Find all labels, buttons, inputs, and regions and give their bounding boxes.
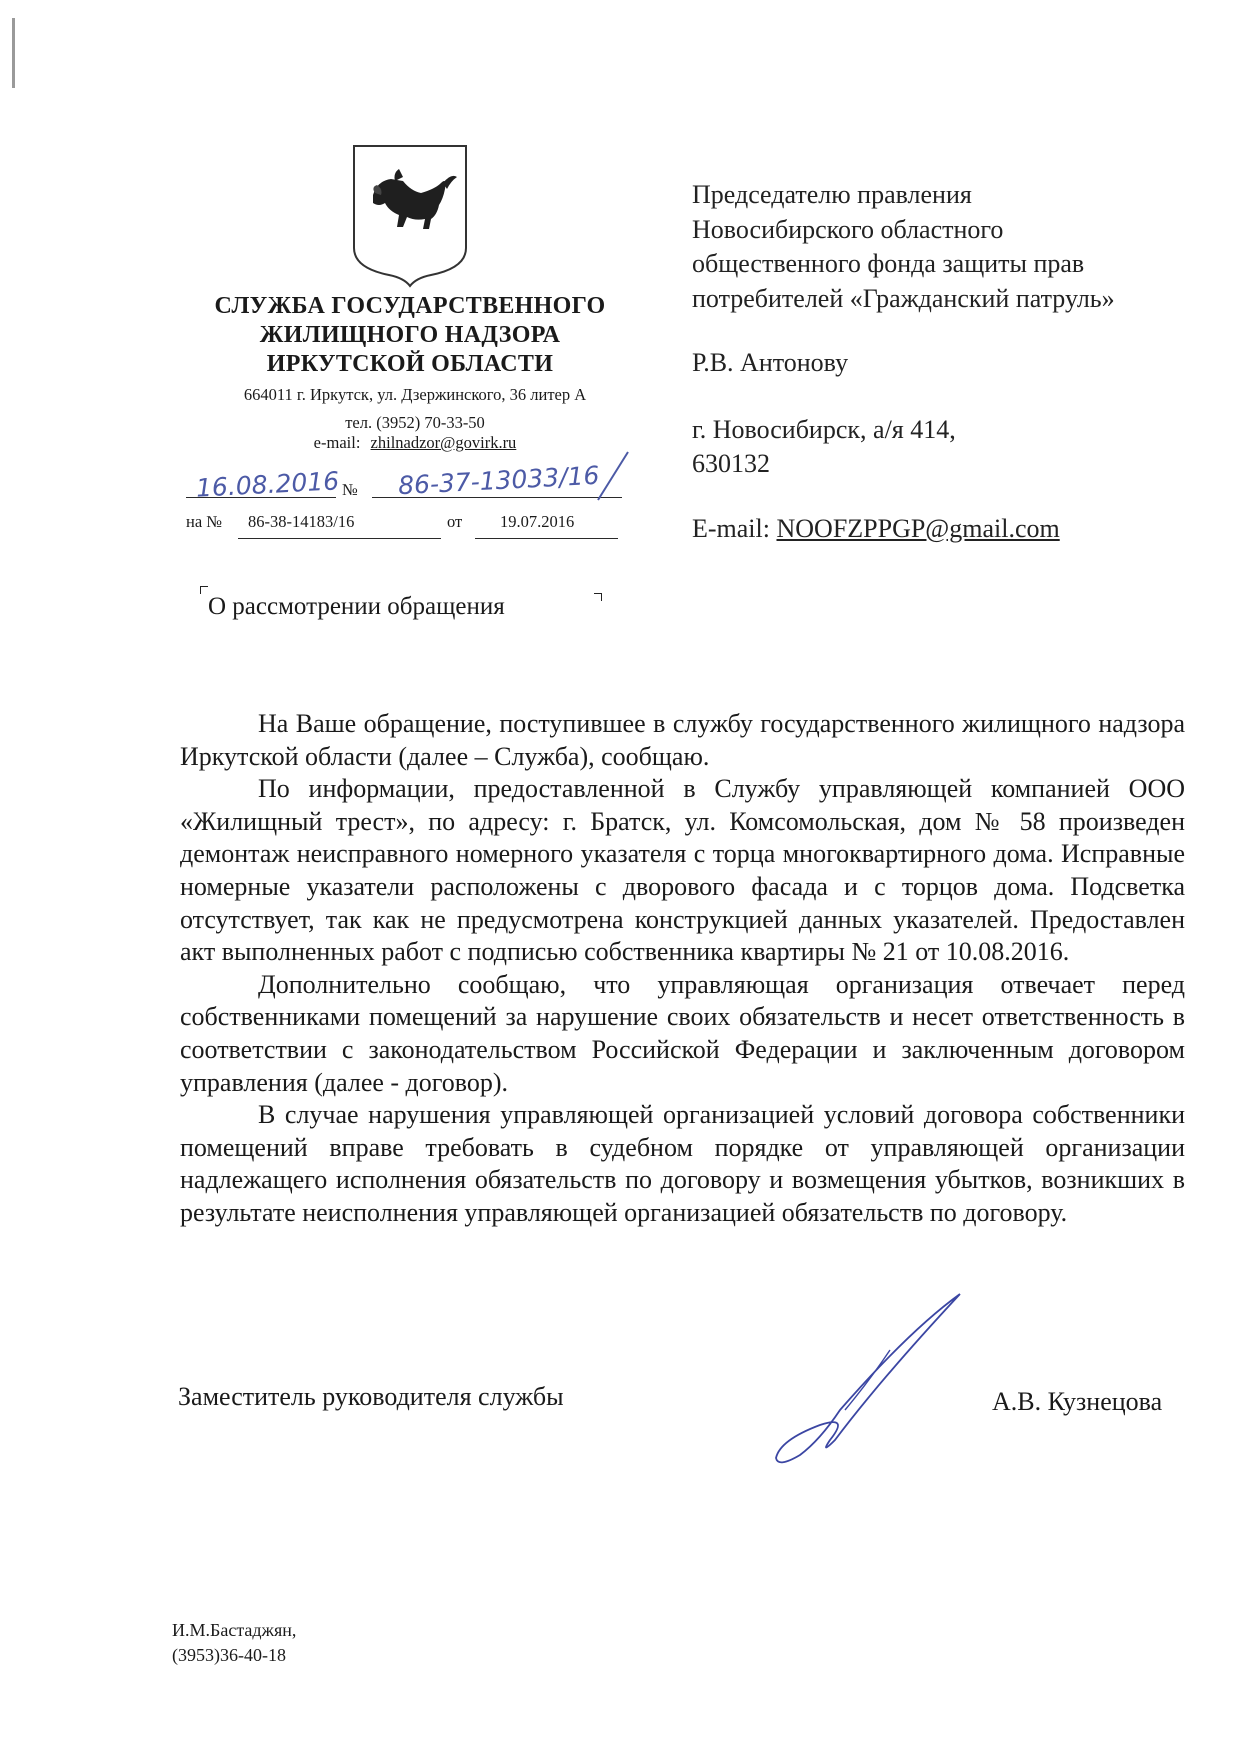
number-sign: № bbox=[342, 480, 358, 499]
outgoing-number-stroke bbox=[588, 448, 638, 504]
recipient-address-line2: 630132 bbox=[692, 449, 770, 478]
organization-email-link[interactable]: zhilnadzor@govirk.ru bbox=[370, 433, 517, 452]
recipient-title-line4: потребителей «Гражданский патруль» bbox=[692, 283, 1115, 313]
reference-number: 86-38-14183/16 bbox=[248, 512, 355, 531]
outgoing-number: 86-37-13033/16 bbox=[397, 460, 601, 501]
letter-subject: О рассмотрении обращения bbox=[208, 593, 505, 620]
organization-email-row: e-mail: zhilnadzor@govirk.ru bbox=[313, 433, 517, 452]
recipient-title-line2: Новосибирского областного bbox=[692, 214, 1004, 244]
body-paragraph-2: По информации, предоставленной в Службу управляющей компанией ООО «Жилищный трест», по адресу: г. Братск, ул. Комсомольская, дом № 58 произведен демонтаж неисправного номерного указателя с торца многоквартирного дома. Исправные номерные указатели расположены с дворового фасада и с торцов дома. Подсветка отсутствует, так как не предусмотрена конструкцией данных указателей. Предоставлен акт выполненных работ с подписью собственника квартиры № 21 от 10.08.2016. bbox=[180, 774, 1185, 967]
executor-info bbox=[172, 1618, 296, 1668]
scan-edge bbox=[12, 18, 15, 88]
signatory-name: А.В. Кузнецова bbox=[992, 1387, 1163, 1416]
letter-body bbox=[180, 708, 1185, 1230]
reference-date-line bbox=[475, 538, 618, 539]
recipient-title-line3: общественного фонда защиты прав bbox=[692, 249, 1085, 278]
signatory-role: Заместитель руководителя службы bbox=[178, 1382, 564, 1411]
reference-number-line bbox=[238, 538, 441, 539]
recipient-email-link[interactable]: NOOFZPPGP@gmail.com bbox=[776, 513, 1060, 543]
recipient-title-line1: Председателю правления bbox=[692, 180, 972, 209]
executor-name: И.М.Бастаджян, bbox=[172, 1620, 297, 1640]
reference-date: 19.07.2016 bbox=[500, 512, 575, 531]
organization-contacts bbox=[170, 385, 660, 453]
recipient-email-row: E-mail: NOOFZPPGP@gmail.com bbox=[692, 513, 1060, 543]
subject-corner-right bbox=[594, 593, 602, 601]
body-paragraph-4: В случае нарушения управляющей организацией условий договора собственники помещений вправе требовать в судебном порядке от управляющей организации надлежащего исполнения обязательств по договору и возмещения убытков, возникших в результате неисполнения управляющей организацией обязательств по договору. bbox=[180, 1100, 1185, 1227]
recipient-block bbox=[692, 178, 1212, 546]
organization-phone: тел. (3952) 70-33-50 bbox=[345, 413, 485, 432]
irkutsk-coat-of-arms-icon bbox=[351, 143, 469, 288]
body-paragraph-1: На Ваше обращение, поступившее в службу государственного жилищного надзора Иркутской области (далее – Служба), сообщаю. bbox=[180, 709, 1185, 771]
organization-name: СЛУЖБА ГОСУДАРСТВЕННОГО ЖИЛИЩНОГО НАДЗОРА ИРКУТСКОЙ ОБЛАСТИ bbox=[214, 293, 606, 377]
from-label: от bbox=[447, 512, 463, 531]
outgoing-date: 16.08.2016 bbox=[195, 466, 340, 503]
body-paragraph-3: Дополнительно сообщаю, что управляющая организация отвечает перед собственниками помещений за нарушение своих обязательств и несет ответственность в соответствии с законодательством Российской Федерации и заключенным договором управления (далее - договор). bbox=[180, 969, 1185, 1097]
handwritten-signature bbox=[760, 1290, 980, 1470]
reference-label: на № bbox=[186, 512, 223, 531]
recipient-name: Р.В. Антонову bbox=[692, 348, 849, 377]
recipient-address-line1: г. Новосибирск, а/я 414, bbox=[692, 414, 956, 444]
subject-corner-left bbox=[200, 586, 208, 594]
organization-address: 664011 г. Иркутск, ул. Дзержинского, 36 литер А bbox=[243, 385, 587, 404]
executor-phone: (3953)36-40-18 bbox=[172, 1645, 286, 1665]
